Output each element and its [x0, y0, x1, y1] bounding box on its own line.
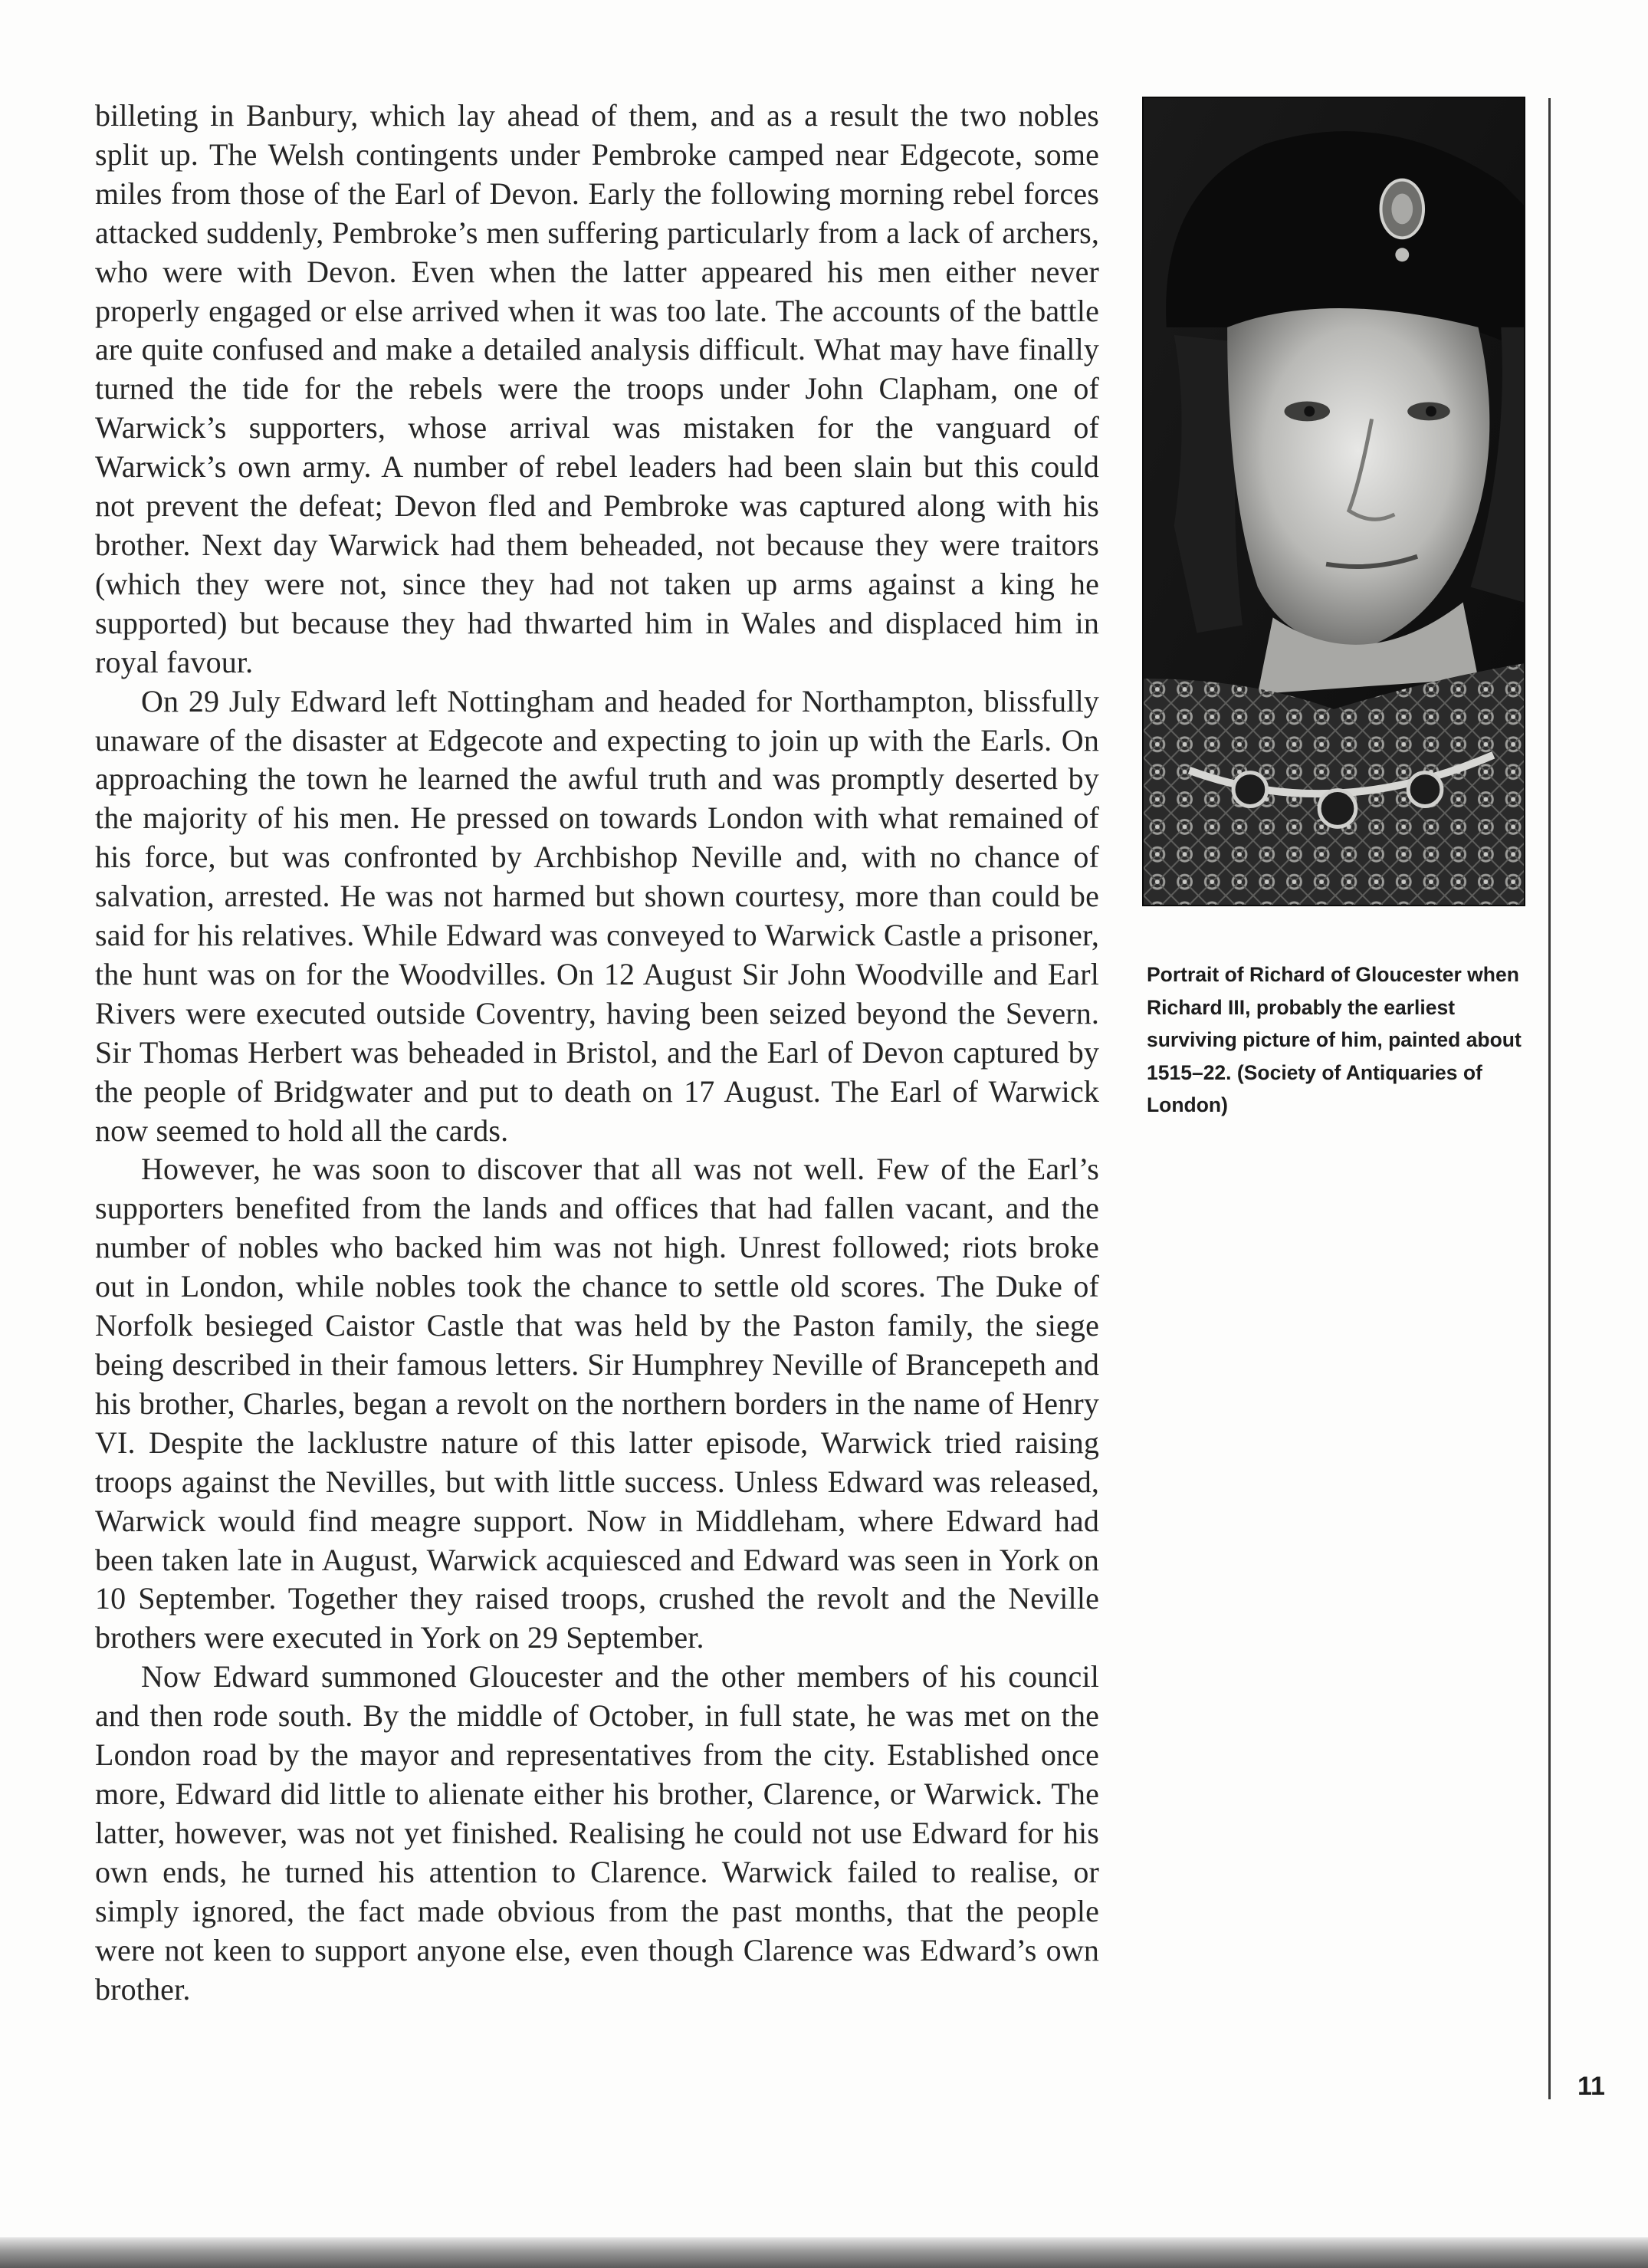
paragraph-1: billeting in Banbury, which lay ahead of them, and as a result the two nobles split up. The Welsh contingents under Pembroke camped near Edgecote, some miles from those of the Earl of Devon. Early the following morning rebel forces attacked suddenly, Pembroke’s men suffering particularly from a lack of archers, who were with Devon. Even when the latter appeared his men either never properly engaged or else arrived when it was too late. The accounts of the battle are quite confused and make a detailed analysis difficult. What may have finally turned the tide for the rebels were the troops under John Clapham, one of Warwick’s supporters, whose arrival was mistaken for the vanguard of Warwick’s own army. A number of rebel leaders had been slain but this could not prevent the defeat; Devon fled and Pembroke was captured along with his brother. Next day Warwick had them beheaded, not because they were traitors (which they were not, since they had not taken up arms against a king he supported) but because they had thwarted him in Wales and displaced him in royal favour.	[95, 98, 1099, 679]
body-text-column	[95, 97, 1099, 2009]
portrait-illustration	[1144, 98, 1524, 905]
page-number: 11	[1577, 2072, 1605, 2101]
figure-caption: Portrait of Richard of Gloucester when Richard III, probably the earliest surviving picture of him, painted about 1515–22. (Society of Antiquaries of London)	[1147, 963, 1522, 1116]
paragraph-3: However, he was soon to discover that all was not well. Few of the Earl’s supporters benefited from the lands and offices that had fallen vacant, and the number of nobles who backed him was not high. Unrest followed; riots broke out in London, while nobles took the chance to settle old scores. The Duke of Norfolk besieged Caistor Castle that was held by the Paston family, the siege being described in their famous letters. Sir Humphrey Neville of Brancepeth and his brother, Charles, began a revolt on the northern borders in the name of Henry VI. Despite the lacklustre nature of this latter episode, Warwick tried raising troops against the Nevilles, but with little success. Unless Edward was released, Warwick would find meagre support. Now in Middleham, where Edward had been taken late in August, Warwick acquiesced and Edward was seen in York on 10 September. Together they raised troops, crushed the revolt and the Neville brothers were executed in York on 29 September.	[95, 1152, 1099, 1655]
paragraph-4: Now Edward summoned Gloucester and the other members of his council and then rode south. By the middle of October, in full state, he was met on the London road by the mayor and representatives from the city. Established once more, Edward did little to alienate either his brother, Clarence, or Warwick. The latter, however, was not yet finished. Realising he could not use Edward for his own ends, he turned his attention to Clarence. Warwick failed to realise, or simply ignored, the fact made obvious from the past months, that the people were not keen to support anyone else, even though Clarence was Edward’s own brother.	[95, 1659, 1099, 2007]
scan-bottom-edge	[0, 2237, 1648, 2268]
portrait-image	[1142, 97, 1525, 906]
paragraph-2: On 29 July Edward left Nottingham and headed for Northampton, blissfully unaware of the disaster at Edgecote and expecting to join up with the Earls. On approaching the town he learned the awful truth and was promptly deserted by the majority of his men. He pressed on towards London with what remained of his force, but was confronted by Archbishop Neville and, with no chance of salvation, arrested. He was not harmed but shown courtesy, more than could be said for his relatives. While Edward was conveyed to Warwick Castle a prisoner, the hunt was on for the Woodvilles. On 12 August Sir John Woodville and Earl Rivers were executed outside Coventry, having been seized beyond the Severn. Sir Thomas Herbert was beheaded in Bristol, and the Earl of Devon captured by the people of Bridgwater and put to death on 17 August. The Earl of Warwick now seemed to hold all the cards.	[95, 683, 1099, 1148]
margin-rule	[1548, 98, 1551, 2099]
